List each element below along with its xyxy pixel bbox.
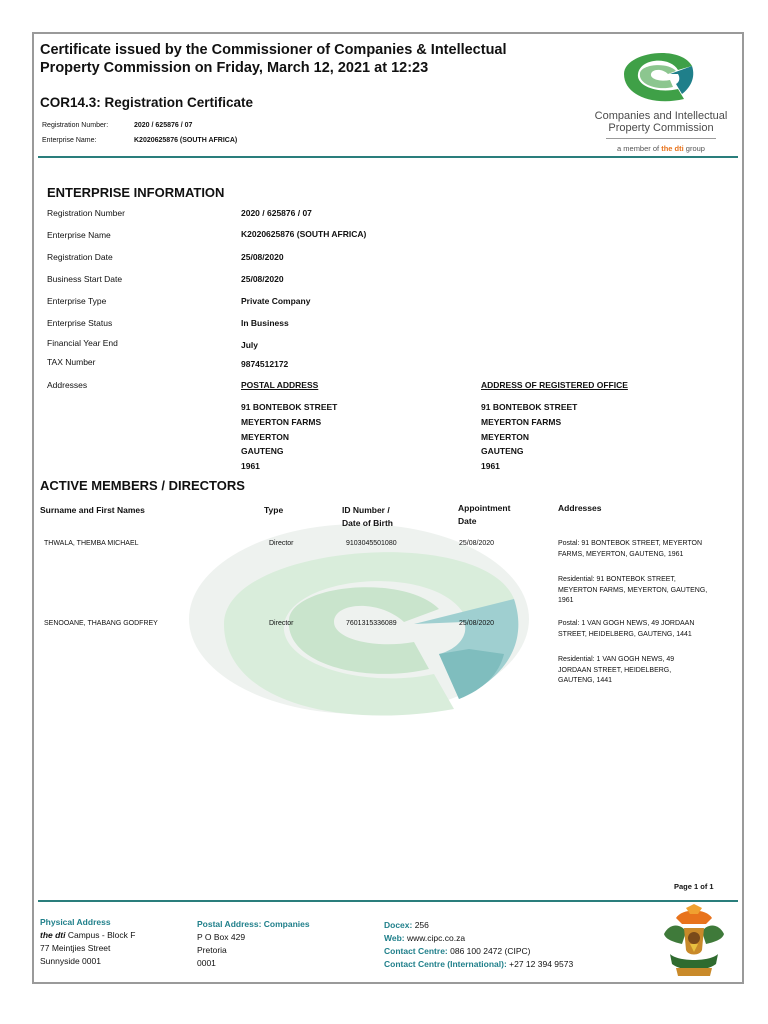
docex-value: 256 xyxy=(412,920,429,930)
col-header-addresses: Addresses xyxy=(558,503,602,513)
logo-tagline-pre: a member of xyxy=(617,144,662,153)
reg-number-label: Registration Number: xyxy=(42,122,109,129)
col-header-id xyxy=(342,504,393,530)
physical-address-line1-rest: Campus - Block F xyxy=(65,930,136,940)
enterprise-row-label: Registration Number xyxy=(47,208,125,218)
logo-tagline-brand: the dti xyxy=(661,144,684,153)
enterprise-section-title: ENTERPRISE INFORMATION xyxy=(47,185,225,200)
certificate-header-title xyxy=(40,41,560,77)
header-title-line1: Certificate issued by the Commissioner of Companies & Intellectual xyxy=(40,42,507,58)
member-name: SENOOANE, THABANG GODFREY xyxy=(44,620,158,627)
postal-address-line: 1961 xyxy=(241,461,260,472)
enterprise-row-label: Enterprise Type xyxy=(47,296,107,306)
registered-office-block xyxy=(481,400,577,474)
member-appointment-date: 25/08/2020 xyxy=(459,540,495,547)
enterprise-row-value: In Business xyxy=(241,318,289,328)
col-header-name: Surname and First Names xyxy=(40,505,145,515)
members-section-title: ACTIVE MEMBERS / DIRECTORS xyxy=(40,478,245,493)
col-header-id-line1: ID Number / xyxy=(342,505,390,515)
member-id: 9103045501080 xyxy=(346,540,397,547)
footer-postal-address xyxy=(197,918,310,970)
registered-office-line: GAUTENG xyxy=(481,446,524,457)
physical-address-line3: Sunnyside 0001 xyxy=(40,956,101,966)
col-header-appt-line1: Appointment xyxy=(458,503,511,513)
docex-line xyxy=(384,919,573,932)
enterprise-row-label: Enterprise Status xyxy=(47,318,113,328)
postal-address-footer-heading: Postal Address: Companies xyxy=(197,919,310,929)
postal-address-line: 91 BONTEBOK STREET xyxy=(241,402,338,412)
enterprise-row-value: K2020625876 (SOUTH AFRICA) xyxy=(241,229,367,239)
postal-address-block xyxy=(241,400,337,474)
addresses-label: Addresses xyxy=(47,380,88,390)
enterprise-row-label: Financial Year End xyxy=(47,338,118,348)
footer-physical-address xyxy=(40,916,135,968)
cipc-watermark xyxy=(184,504,544,724)
registered-office-line: MEYERTON FARMS xyxy=(481,416,562,427)
physical-address-line2: 77 Meintjies Street xyxy=(40,943,111,953)
postal-address-line: MEYERTON FARMS xyxy=(241,416,322,427)
web-line xyxy=(384,932,573,945)
postal-address-line: GAUTENG xyxy=(241,446,284,457)
enterprise-name-label: Enterprise Name: xyxy=(42,137,97,144)
logo-name-line2: Property Commission xyxy=(608,122,714,134)
contact-intl-value: +27 12 394 9573 xyxy=(506,959,574,969)
postal-address-footer-line2: Pretoria xyxy=(197,945,227,955)
cipc-logo-icon xyxy=(618,44,698,102)
contact-centre-line xyxy=(384,945,573,958)
registered-office-line: MEYERTON xyxy=(481,431,530,442)
col-header-type: Type xyxy=(264,505,284,515)
enterprise-row-value: Private Company xyxy=(241,296,311,306)
logo-divider xyxy=(606,138,716,139)
web-label: Web: xyxy=(384,933,405,943)
enterprise-row-label: Registration Date xyxy=(47,252,113,262)
member-postal-address: Postal: 91 BONTEBOK STREET, MEYERTON FARMS, MEYERTON, GAUTENG, 1961 xyxy=(558,540,703,558)
logo-name-line1: Companies and Intellectual xyxy=(594,110,728,122)
reg-number-value: 2020 / 625876 / 07 xyxy=(134,122,193,129)
logo-tagline xyxy=(586,144,736,153)
enterprise-row-value: 2020 / 625876 / 07 xyxy=(241,208,312,218)
page-number: Page 1 of 1 xyxy=(674,882,714,891)
member-id: 7601315336089 xyxy=(346,620,397,627)
certificate-page xyxy=(32,32,744,984)
docex-label: Docex: xyxy=(384,920,413,930)
member-appointment-date: 25/08/2020 xyxy=(459,620,495,627)
enterprise-row-label: Business Start Date xyxy=(47,274,123,284)
postal-address-footer-line3: 0001 xyxy=(197,958,216,968)
member-type: Director xyxy=(269,620,294,627)
member-postal-address: Postal: 1 VAN GOGH NEWS, 49 JORDAAN STREET, HEIDELBERG, GAUTENG, 1441 xyxy=(558,620,695,638)
enterprise-row-value: 25/08/2020 xyxy=(241,252,284,262)
physical-address-heading: Physical Address xyxy=(40,917,111,927)
postal-address-line: MEYERTON xyxy=(241,431,290,442)
enterprise-row-value: 25/08/2020 xyxy=(241,274,284,284)
contact-intl-label: Contact Centre (International): xyxy=(384,959,507,969)
registered-office-line: 91 BONTEBOK STREET xyxy=(481,402,578,412)
footer-contact xyxy=(384,919,573,971)
registered-office-heading: ADDRESS OF REGISTERED OFFICE xyxy=(481,380,628,390)
col-header-id-line2: Date of Birth xyxy=(342,518,393,528)
postal-address-heading: POSTAL ADDRESS xyxy=(241,380,319,390)
col-header-appointment xyxy=(458,502,510,528)
logo-tagline-post: group xyxy=(683,144,705,153)
contact-intl-line xyxy=(384,958,573,971)
postal-address-footer-line1: P O Box 429 xyxy=(197,932,246,942)
footer-divider xyxy=(38,900,738,902)
cipc-logo xyxy=(586,42,736,154)
enterprise-row-value: July xyxy=(241,340,259,350)
contact-centre-value: 086 100 2472 (CIPC) xyxy=(447,946,531,956)
member-name: THWALA, THEMBA MICHAEL xyxy=(44,540,139,547)
header-title-line2: Property Commission on Friday, March 12, 2021 at 12:23 xyxy=(40,60,429,76)
enterprise-row-value: 9874512172 xyxy=(241,359,289,369)
col-header-appt-line2: Date xyxy=(458,516,477,526)
header-divider xyxy=(38,156,738,158)
enterprise-row-label: Enterprise Name xyxy=(47,230,111,240)
member-residential-address: Residential: 1 VAN GOGH NEWS, 49 JORDAAN STREET, HEIDELBERG, GAUTENG, 1441 xyxy=(558,656,675,684)
member-type: Director xyxy=(269,540,294,547)
certificate-title: COR14.3: Registration Certificate xyxy=(40,95,254,110)
contact-centre-label: Contact Centre: xyxy=(384,946,448,956)
registered-office-line: 1961 xyxy=(481,461,500,472)
coat-of-arms-icon xyxy=(656,904,732,980)
web-value[interactable]: www.cipc.co.za xyxy=(404,933,466,943)
enterprise-row-label: TAX Number xyxy=(47,357,96,367)
member-residential-address: Residential: 91 BONTEBOK STREET, MEYERTON FARMS, MEYERTON, GAUTENG, 1961 xyxy=(558,576,708,604)
enterprise-name-value: K2020625876 (SOUTH AFRICA) xyxy=(134,137,238,144)
physical-address-brand: the dti xyxy=(40,930,66,940)
physical-address-line1 xyxy=(40,929,135,942)
